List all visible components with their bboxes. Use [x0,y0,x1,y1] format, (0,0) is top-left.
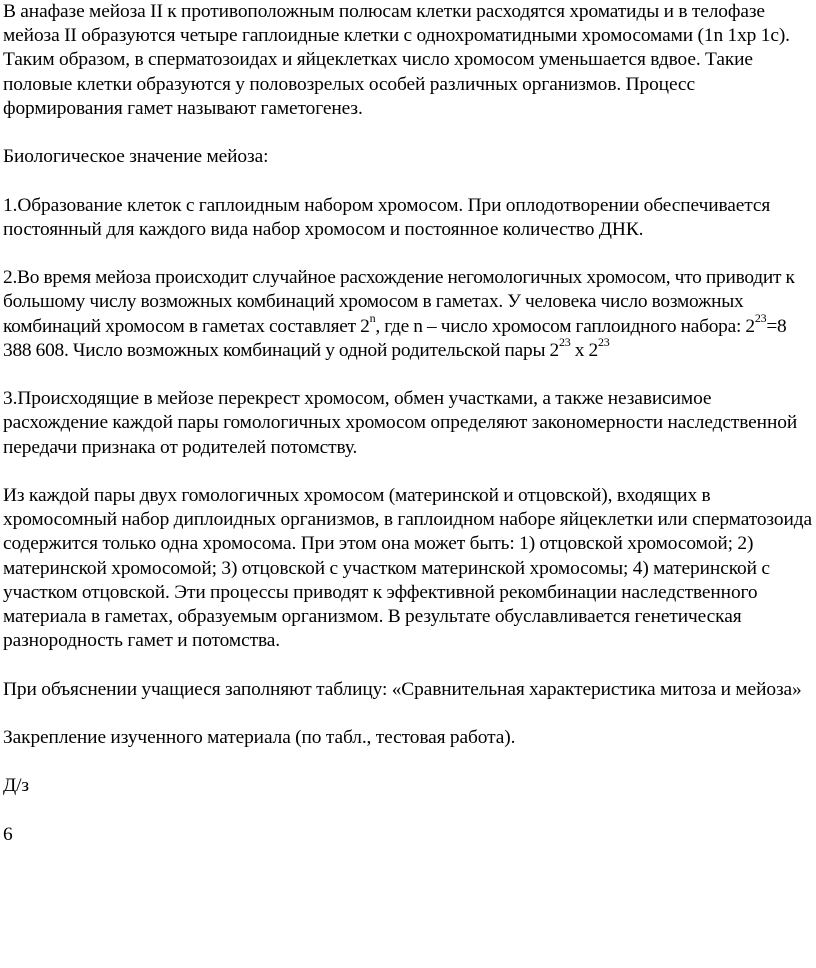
spacer [3,169,813,193]
paragraph-point-2 [3,266,813,363]
paragraph-biological-significance-heading: Биологическое значение мейоза: [3,146,269,168]
spacer [3,799,813,823]
page-number: 6 [3,823,13,845]
spacer [3,702,813,726]
spacer [3,653,813,677]
document-page [3,0,813,847]
superscript-n: n [369,311,376,326]
spacer [3,242,813,266]
point-2-text-2: , где n – число хромосом гаплоидного набора: 2 [375,315,755,337]
paragraph-point-1: 1.Образование клеток с гаплоидным набором хромосом. При оплодотворении обеспечивается постоянный для каждого вида набор хромосом и постоянное количество ДНК. [3,194,771,240]
superscript-23: 23 [558,335,571,350]
paragraph-table-instruction: При объяснении учащиеся заполняют таблицу: «Сравнительная характеристика митоза и мейоза» [3,678,802,700]
superscript-23: 23 [597,335,610,350]
point-2-text-4: х 2 [570,339,598,361]
spacer [3,460,813,484]
spacer [3,121,813,145]
paragraph-homework: Д/з [3,775,29,797]
spacer [3,750,813,774]
point-2-text-1: 2.Во время мейоза происходит случайное расхождение негомологичных хромосом, что приводит к большому числу возможных комбинаций хромосом в гаметах. У человека число возможных комбинаций хромосом в гаметах составляет 2 [3,267,795,337]
paragraph-homologous-pairs: Из каждой пары двух гомологичных хромосом (материнской и отцовской), входящих в хромосомный набор диплоидных организмов, в гаплоидном наборе яйцеклетки или сперматозоида содержится только одна хромосома. При этом она может быть: 1) отцовской хромосомой; 2) материнской хромосомой; 3) отцовской с участком материнской хромосомы; 4) материнской с участком отцовской. Эти процессы приводят к эффективной рекомбинации наследственного материала в гаметах, образуемым организмом. В результате обуславливается генетическая разнородность гамет и потомства. [3,484,813,652]
paragraph-consolidation: Закрепление изученного материала (по табл., тестовая работа). [3,726,516,748]
superscript-23: 23 [754,311,767,326]
spacer [3,363,813,387]
paragraph-point-3: 3.Происходящие в мейозе перекрест хромосом, обмен участками, а также независимое расхождение каждой пары гомологичных хромосом определяют закономерности наследственной передачи признака от родителей потомству. [3,388,798,458]
paragraph-anaphase: В анафазе мейоза II к противоположным полюсам клетки расходятся хроматиды и в телофазе мейоза II образуются четыре гаплоидные клетки с однохроматидными хромосомами (1n 1хр 1с). Таким образом, в сперматозоидах и яйцеклетках число хромосом уменьшается вдвое. Такие половые клетки образуются у половозрелых особей различных организмов. Процесс формирования гамет называют гаметогенез. [3,1,790,119]
point-2-text-3: =8 388 608. Число возможных комбинаций у одной родительской пары 2 [3,315,787,361]
